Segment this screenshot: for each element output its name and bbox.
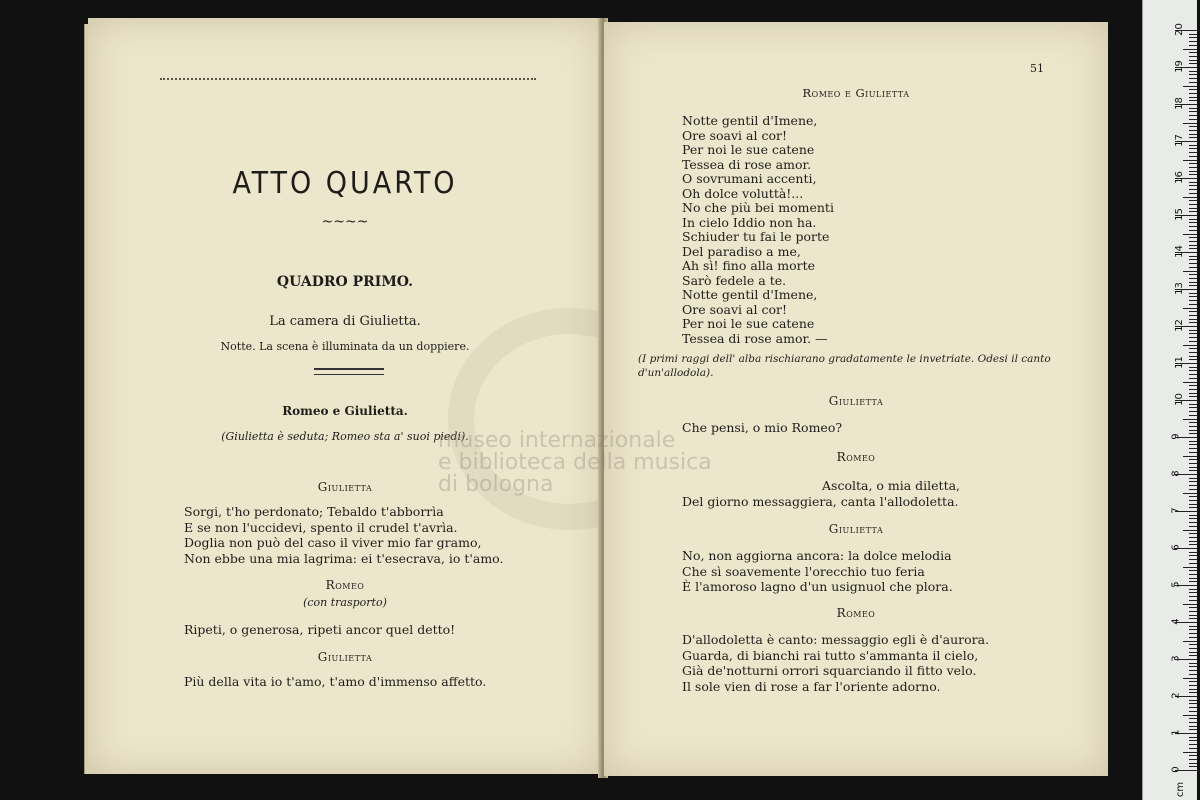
ruler-tick [1189, 596, 1197, 597]
setting-description: Notte. La scena è illuminata da un doppiere. [220, 340, 470, 353]
ruler-tick [1189, 45, 1197, 46]
act-title: ATTO QUARTO [232, 166, 458, 201]
ruler-tick [1189, 267, 1197, 268]
ruler-label: 20 [1173, 23, 1185, 36]
verse-line: Ripeti, o generosa, ripeti ancor quel detto! [184, 622, 456, 637]
ruler-tick [1189, 592, 1197, 593]
ruler-tick [1189, 404, 1197, 405]
ruler-tick [1189, 507, 1197, 508]
ruler-tick [1189, 311, 1197, 312]
ruler-tick [1189, 278, 1197, 279]
ruler-tick [1189, 370, 1197, 371]
ruler-tick [1189, 618, 1197, 619]
ruler-tick [1189, 489, 1197, 490]
ruler-tick [1189, 174, 1197, 175]
ruler-tick [1189, 430, 1197, 431]
ruler-tick [1183, 382, 1197, 383]
ruler-tick [1189, 666, 1197, 667]
ruler-tick [1189, 322, 1197, 323]
ruler-tick [1189, 707, 1197, 708]
ruler-tick [1189, 452, 1197, 453]
ruler-tick [1189, 500, 1197, 501]
ruler-label: 9 [1170, 433, 1182, 440]
ruler-tick [1189, 433, 1197, 434]
ruler-tick [1189, 256, 1197, 257]
ruler-tick [1189, 748, 1197, 749]
ruler-tick [1189, 71, 1197, 72]
ruler-tick [1189, 578, 1197, 579]
ruler-tick [1189, 263, 1197, 264]
ruler-tick [1189, 248, 1197, 249]
ruler-tick [1189, 626, 1197, 627]
ruler-tick [1189, 470, 1197, 471]
ruler-tick [1189, 319, 1197, 320]
setting-title: La camera di Giulietta. [269, 314, 421, 329]
ruler-tick [1189, 97, 1197, 98]
ruler-tick [1189, 189, 1197, 190]
ruler-tick [1189, 518, 1197, 519]
ruler-tick [1189, 718, 1197, 719]
ruler-tick [1189, 559, 1197, 560]
ruler-tick [1189, 237, 1197, 238]
ruler-tick [1189, 652, 1197, 653]
ruler-label: 12 [1173, 319, 1185, 332]
ruler-tick [1189, 655, 1197, 656]
ruler-tick [1189, 171, 1197, 172]
ruler-tick [1189, 111, 1197, 112]
ruler-tick [1189, 407, 1197, 408]
ruler-tick [1189, 478, 1197, 479]
speaker-romeo: Romeo [836, 606, 876, 620]
ruler-tick [1189, 330, 1197, 331]
ruler-tick [1189, 574, 1197, 575]
ruler-tick [1189, 148, 1197, 149]
ruler-label: 14 [1173, 245, 1185, 258]
speaker-giulietta: Giulietta [317, 480, 373, 494]
ruler-label: 2 [1170, 692, 1182, 699]
ruler-tick [1189, 700, 1197, 701]
ruler-tick [1189, 533, 1197, 534]
ruler-tick [1189, 600, 1197, 601]
ruler-tick [1189, 685, 1197, 686]
ruler-tick [1183, 160, 1197, 161]
ruler-tick [1189, 555, 1197, 556]
scene-heading: QUADRO PRIMO. [276, 274, 414, 290]
ruler-tick [1189, 282, 1197, 283]
ruler-tick [1189, 726, 1197, 727]
ruler-label: 11 [1173, 356, 1185, 369]
ruler-tick [1189, 304, 1197, 305]
ruler-tick [1189, 615, 1197, 616]
ruler-tick [1183, 197, 1197, 198]
title-ornament: ~~~~ [321, 214, 369, 230]
ruler-tick [1189, 130, 1197, 131]
ruler-tick [1189, 496, 1197, 497]
ruler-tick [1189, 200, 1197, 201]
ruler-label: 4 [1170, 618, 1182, 625]
ruler-tick [1189, 411, 1197, 412]
ruler-tick [1189, 570, 1197, 571]
ruler-tick [1189, 755, 1197, 756]
ruler-tick [1189, 467, 1197, 468]
ruler-tick [1189, 389, 1197, 390]
ruler-tick [1183, 530, 1197, 531]
ruler-tick [1183, 419, 1197, 420]
ruler-tick [1189, 759, 1197, 760]
ruler-tick [1183, 271, 1197, 272]
ruler-tick [1189, 41, 1197, 42]
ruler-label: 15 [1173, 208, 1185, 221]
ruler-tick [1189, 670, 1197, 671]
ruler-tick [1189, 441, 1197, 442]
ruler-tick [1189, 463, 1197, 464]
ruler-label: 17 [1173, 134, 1185, 147]
ruler-tick [1189, 359, 1197, 360]
ruler-tick [1189, 589, 1197, 590]
ruler-tick [1189, 633, 1197, 634]
ruler-tick [1183, 86, 1197, 87]
ruler-tick [1189, 60, 1197, 61]
ruler-tick [1189, 89, 1197, 90]
ruler-tick [1189, 444, 1197, 445]
ruler-tick [1189, 663, 1197, 664]
ruler-tick [1189, 504, 1197, 505]
characters-line: Romeo e Giulietta. [282, 404, 408, 418]
ruler-tick [1189, 722, 1197, 723]
ruler-tick [1189, 315, 1197, 316]
ruler-tick [1189, 681, 1197, 682]
ruler-tick [1189, 285, 1197, 286]
ruler-tick [1183, 456, 1197, 457]
ruler-tick [1189, 134, 1197, 135]
ruler-tick [1183, 641, 1197, 642]
ruler-tick [1189, 393, 1197, 394]
page-number: 51 [1030, 62, 1044, 75]
ruler-tick [1189, 156, 1197, 157]
ruler-tick [1189, 692, 1197, 693]
ruler-tick [1189, 611, 1197, 612]
ruler-tick [1189, 115, 1197, 116]
ruler-tick [1189, 34, 1197, 35]
ruler-tick [1189, 56, 1197, 57]
speaker-romeo: Romeo [325, 578, 365, 592]
ruler-label: 3 [1170, 655, 1182, 662]
ruler-label: 1 [1170, 729, 1182, 736]
ruler-tick [1189, 193, 1197, 194]
ruler-tick [1189, 241, 1197, 242]
verse-block: No, non aggiorna ancora: la dolce melodia Che sì soavemente l'orecchio tuo feria È l'amoroso lagno d'un usignuol che plora. [682, 548, 953, 594]
ruler-tick [1189, 526, 1197, 527]
ruler-tick [1189, 607, 1197, 608]
ruler-tick [1189, 352, 1197, 353]
ruler-tick [1189, 537, 1197, 538]
ruler-label: 10 [1173, 393, 1185, 406]
ruler-tick [1189, 552, 1197, 553]
ruler-tick [1189, 204, 1197, 205]
stage-direction: (I primi raggi dell' alba rischiarano gradatamente le invetriate. Odesi il canto d'un'allodola). [638, 353, 1051, 379]
ruler-tick [1189, 167, 1197, 168]
ruler-tick [1189, 648, 1197, 649]
ruler-tick [1183, 678, 1197, 679]
ruler-tick [1189, 426, 1197, 427]
ruler-tick [1189, 541, 1197, 542]
ruler-tick [1183, 567, 1197, 568]
ruler-tick [1189, 337, 1197, 338]
ruler-tick [1189, 52, 1197, 53]
ruler-tick [1189, 415, 1197, 416]
ruler-tick [1189, 448, 1197, 449]
ruler-tick [1189, 522, 1197, 523]
ruler-label: 16 [1173, 171, 1185, 184]
ruler-tick [1189, 78, 1197, 79]
ruler-label: 13 [1173, 282, 1185, 295]
running-header: Romeo e Giulietta [802, 86, 910, 100]
ruler-tick [1189, 637, 1197, 638]
ruler-tick [1189, 348, 1197, 349]
ruler-label: 5 [1170, 581, 1182, 588]
ruler-tick [1189, 689, 1197, 690]
speaker-note: (con trasporto) [303, 596, 387, 609]
watermark-text: museo internazionale e biblioteca della musica di bologna [438, 428, 712, 497]
stage-direction: (Giulietta è seduta; Romeo sta a' suoi piedi). [221, 430, 469, 443]
speaker-romeo: Romeo [836, 450, 876, 464]
ruler-tick [1189, 485, 1197, 486]
ruler-tick [1189, 219, 1197, 220]
ruler-tick [1189, 126, 1197, 127]
ruler-label: 7 [1170, 507, 1182, 514]
ruler-tick [1189, 145, 1197, 146]
ruler-tick [1189, 766, 1197, 767]
ruler-tick [1189, 137, 1197, 138]
ruler-tick [1189, 226, 1197, 227]
ruler-tick [1189, 374, 1197, 375]
ruler-tick [1189, 185, 1197, 186]
wavy-rule [160, 78, 536, 86]
ruler-tick [1183, 234, 1197, 235]
ruler-tick [1189, 93, 1197, 94]
ruler-tick [1189, 259, 1197, 260]
ruler-tick [1189, 763, 1197, 764]
ruler-tick [1183, 493, 1197, 494]
ruler-tick [1189, 422, 1197, 423]
verse-line: Del giorno messaggiera, canta l'allodoletta. [682, 494, 959, 509]
ruler-tick [1189, 711, 1197, 712]
ruler-tick [1189, 245, 1197, 246]
ruler-label: 8 [1170, 470, 1182, 477]
ruler-tick [1189, 515, 1197, 516]
ruler-tick [1189, 230, 1197, 231]
speaker-giulietta: Giulietta [828, 522, 884, 536]
ruler-tick [1189, 396, 1197, 397]
ruler-tick [1189, 459, 1197, 460]
ruler-tick [1189, 82, 1197, 83]
ruler-tick [1189, 296, 1197, 297]
ruler-label: 18 [1173, 97, 1185, 110]
ruler-tick [1183, 345, 1197, 346]
ruler-tick [1183, 604, 1197, 605]
ruler-tick [1189, 674, 1197, 675]
ruler-tick [1183, 308, 1197, 309]
ruler-tick [1183, 123, 1197, 124]
ruler-tick [1189, 333, 1197, 334]
song-verse: Notte gentil d'Imene, Ore soavi al cor! Per noi le sue catene Tessea di rose amor. O sovrumani accenti, Oh dolce voluttà!... No che più bei momenti In cielo Iddio non ha. Schiuder tu fai le porte Del paradiso a me, Ah sì! fino alla morte Sarò fedele a te. Notte gentil d'Imene, Ore soavi al cor! Per noi le sue catene Tessea di rose amor. — [682, 113, 834, 346]
ruler-tick [1189, 152, 1197, 153]
verse-line: Ascolta, o mia diletta, [822, 478, 961, 493]
ruler-unit: cm [1175, 781, 1187, 798]
ruler-tick [1189, 729, 1197, 730]
verse-line: Più della vita io t'amo, t'amo d'immenso affetto. [184, 674, 487, 689]
ruler-tick [1189, 163, 1197, 164]
ruler-tick [1183, 49, 1197, 50]
ruler-tick [1189, 629, 1197, 630]
verse-block: Sorgi, t'ho perdonato; Tebaldo t'abborrìa E se non l'uccidevi, spento il crudel t'avrìa. Doglia non può del caso il viver mio far gramo, Non ebbe una mia lagrima: ei t'esecrava, io t'amo. [184, 504, 504, 566]
ruler-tick [1189, 367, 1197, 368]
double-rule [314, 368, 384, 375]
ruler-label: 0 [1170, 766, 1182, 773]
ruler-tick [1189, 563, 1197, 564]
ruler-tick [1189, 544, 1197, 545]
ruler-tick [1183, 715, 1197, 716]
speaker-giulietta: Giulietta [828, 394, 884, 408]
speaker-giulietta: Giulietta [317, 650, 373, 664]
ruler-tick [1189, 481, 1197, 482]
verse-line: Che pensi, o mio Romeo? [682, 420, 843, 435]
ruler-tick [1189, 737, 1197, 738]
ruler-tick [1189, 100, 1197, 101]
ruler-tick [1189, 274, 1197, 275]
ruler-tick [1189, 356, 1197, 357]
ruler-tick [1189, 208, 1197, 209]
measuring-ruler [1142, 0, 1197, 800]
right-page [604, 22, 1108, 776]
ruler-tick [1189, 740, 1197, 741]
verse-block: D'allodoletta è canto: messaggio egli è d'aurora. Guarda, di bianchi rai tutto s'ammanta il cielo, Già de'notturni orrori squarciando il fitto velo. Il sole vien di rose a far l'oriente adorno. [682, 632, 990, 694]
ruler-tick [1189, 703, 1197, 704]
ruler-label: 19 [1173, 60, 1185, 73]
ruler-tick [1189, 293, 1197, 294]
ruler-tick [1189, 222, 1197, 223]
ruler-tick [1189, 581, 1197, 582]
ruler-label: 6 [1170, 544, 1182, 551]
ruler-tick [1189, 211, 1197, 212]
ruler-tick [1189, 378, 1197, 379]
ruler-tick [1189, 37, 1197, 38]
ruler-tick [1189, 341, 1197, 342]
ruler-tick [1189, 119, 1197, 120]
ruler-tick [1189, 744, 1197, 745]
ruler-tick [1189, 385, 1197, 386]
ruler-tick [1189, 63, 1197, 64]
ruler-tick [1189, 74, 1197, 75]
ruler-tick [1189, 644, 1197, 645]
ruler-tick [1189, 300, 1197, 301]
ruler-tick [1189, 108, 1197, 109]
left-page [88, 18, 604, 774]
ruler-tick [1189, 182, 1197, 183]
ruler-tick [1183, 752, 1197, 753]
